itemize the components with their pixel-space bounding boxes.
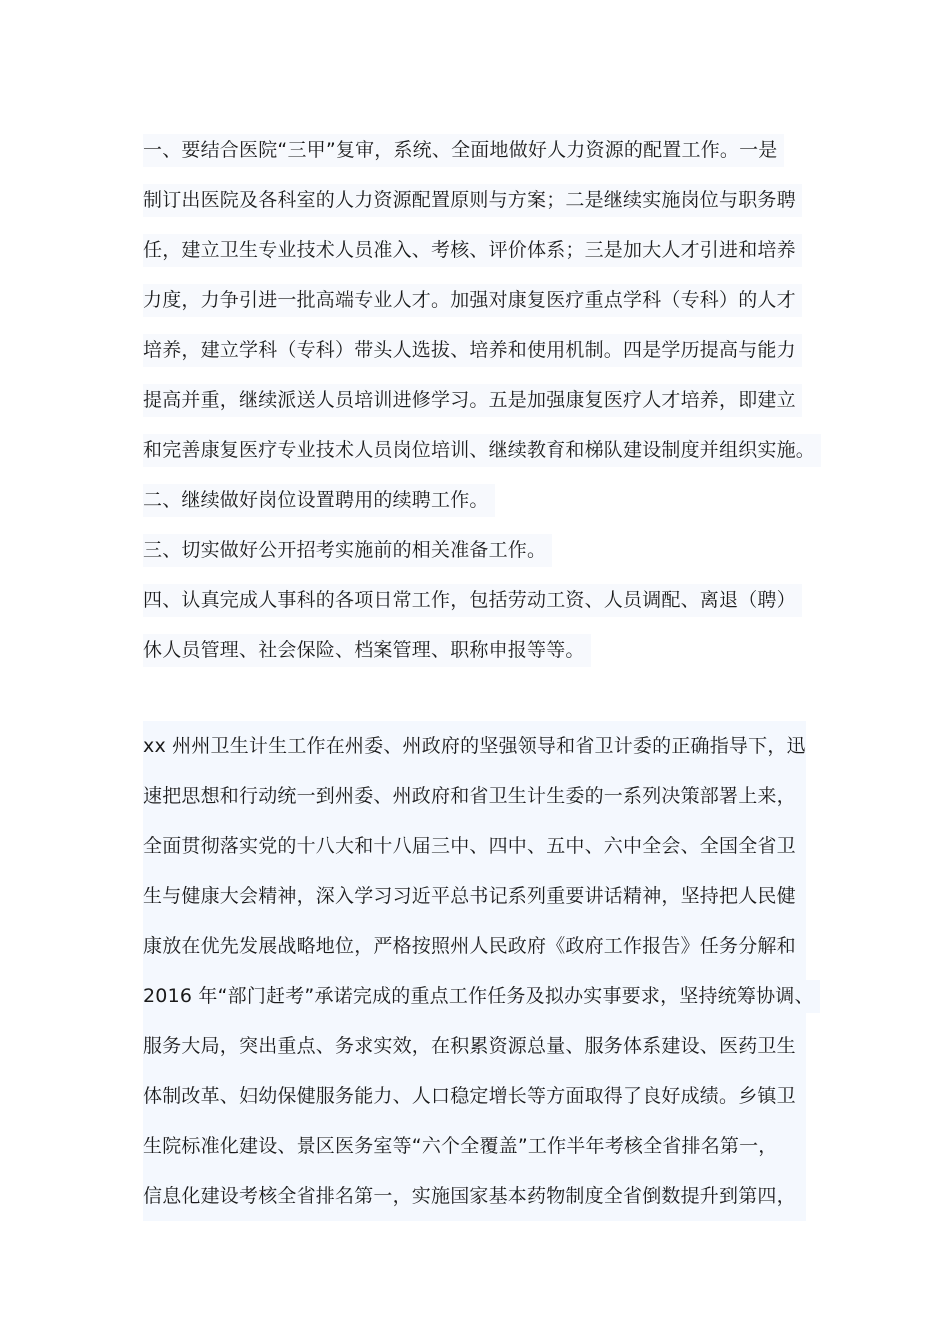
text-line: 制订出医院及各科室的人力资源配置原则与方案；二是继续实施岗位与职务聘 — [143, 175, 821, 225]
text-line: 任，建立卫生专业技术人员准入、考核、评价体系；三是加大人才引进和培养 — [143, 225, 821, 275]
text-line: 三、切实做好公开招考实施前的相关准备工作。 — [143, 525, 821, 575]
text-line: 信息化建设考核全省排名第一，实施国家基本药物制度全省倒数提升到第四， — [143, 1171, 806, 1221]
text-line: 二、继续做好岗位设置聘用的续聘工作。 — [143, 475, 821, 525]
text-line: 服务大局，突出重点、务求实效，在积累资源总量、服务体系建设、医药卫生 — [143, 1021, 806, 1071]
text-line: 生与健康大会精神，深入学习习近平总书记系列重要讲话精神，坚持把人民健 — [143, 871, 806, 921]
text-line: 休人员管理、社会保险、档案管理、职称申报等等。 — [143, 625, 821, 675]
paragraph-health-work-summary — [143, 721, 814, 1221]
text-line: 2016 年“部门赶考”承诺完成的重点工作任务及拟办实事要求，坚持统筹协调、 — [143, 971, 806, 1021]
text-line: 提高并重，继续派送人员培训进修学习。五是加强康复医疗人才培养，即建立 — [143, 375, 821, 425]
text-line: 一、要结合医院“三甲”复审，系统、全面地做好人力资源的配置工作。一是 — [143, 125, 821, 175]
text-line: 康放在优先发展战略地位，严格按照州人民政府《政府工作报告》任务分解和 — [143, 921, 806, 971]
text-line: 四、认真完成人事科的各项日常工作，包括劳动工资、人员调配、离退（聘） — [143, 575, 821, 625]
text-line: 体制改革、妇幼保健服务能力、人口稳定增长等方面取得了良好成绩。乡镇卫 — [143, 1071, 806, 1121]
text-line: 全面贯彻落实党的十八大和十八届三中、四中、五中、六中全会、全国全省卫 — [143, 821, 806, 871]
text-line: 和完善康复医疗专业技术人员岗位培训、继续教育和梯队建设制度并组织实施。 — [143, 425, 821, 475]
text-line: 培养，建立学科（专科）带头人选拔、培养和使用机制。四是学历提高与能力 — [143, 325, 821, 375]
text-line: 生院标准化建设、景区医务室等“六个全覆盖”工作半年考核全省排名第一， — [143, 1121, 806, 1171]
text-line: xx 州州卫生计生工作在州委、州政府的坚强领导和省卫计委的正确指导下，迅 — [143, 721, 806, 771]
paragraph-hr-plan — [143, 125, 821, 675]
text-line: 力度，力争引进一批高端专业人才。加强对康复医疗重点学科（专科）的人才 — [143, 275, 821, 325]
text-line: 速把思想和行动统一到州委、州政府和省卫生计生委的一系列决策部署上来， — [143, 771, 806, 821]
